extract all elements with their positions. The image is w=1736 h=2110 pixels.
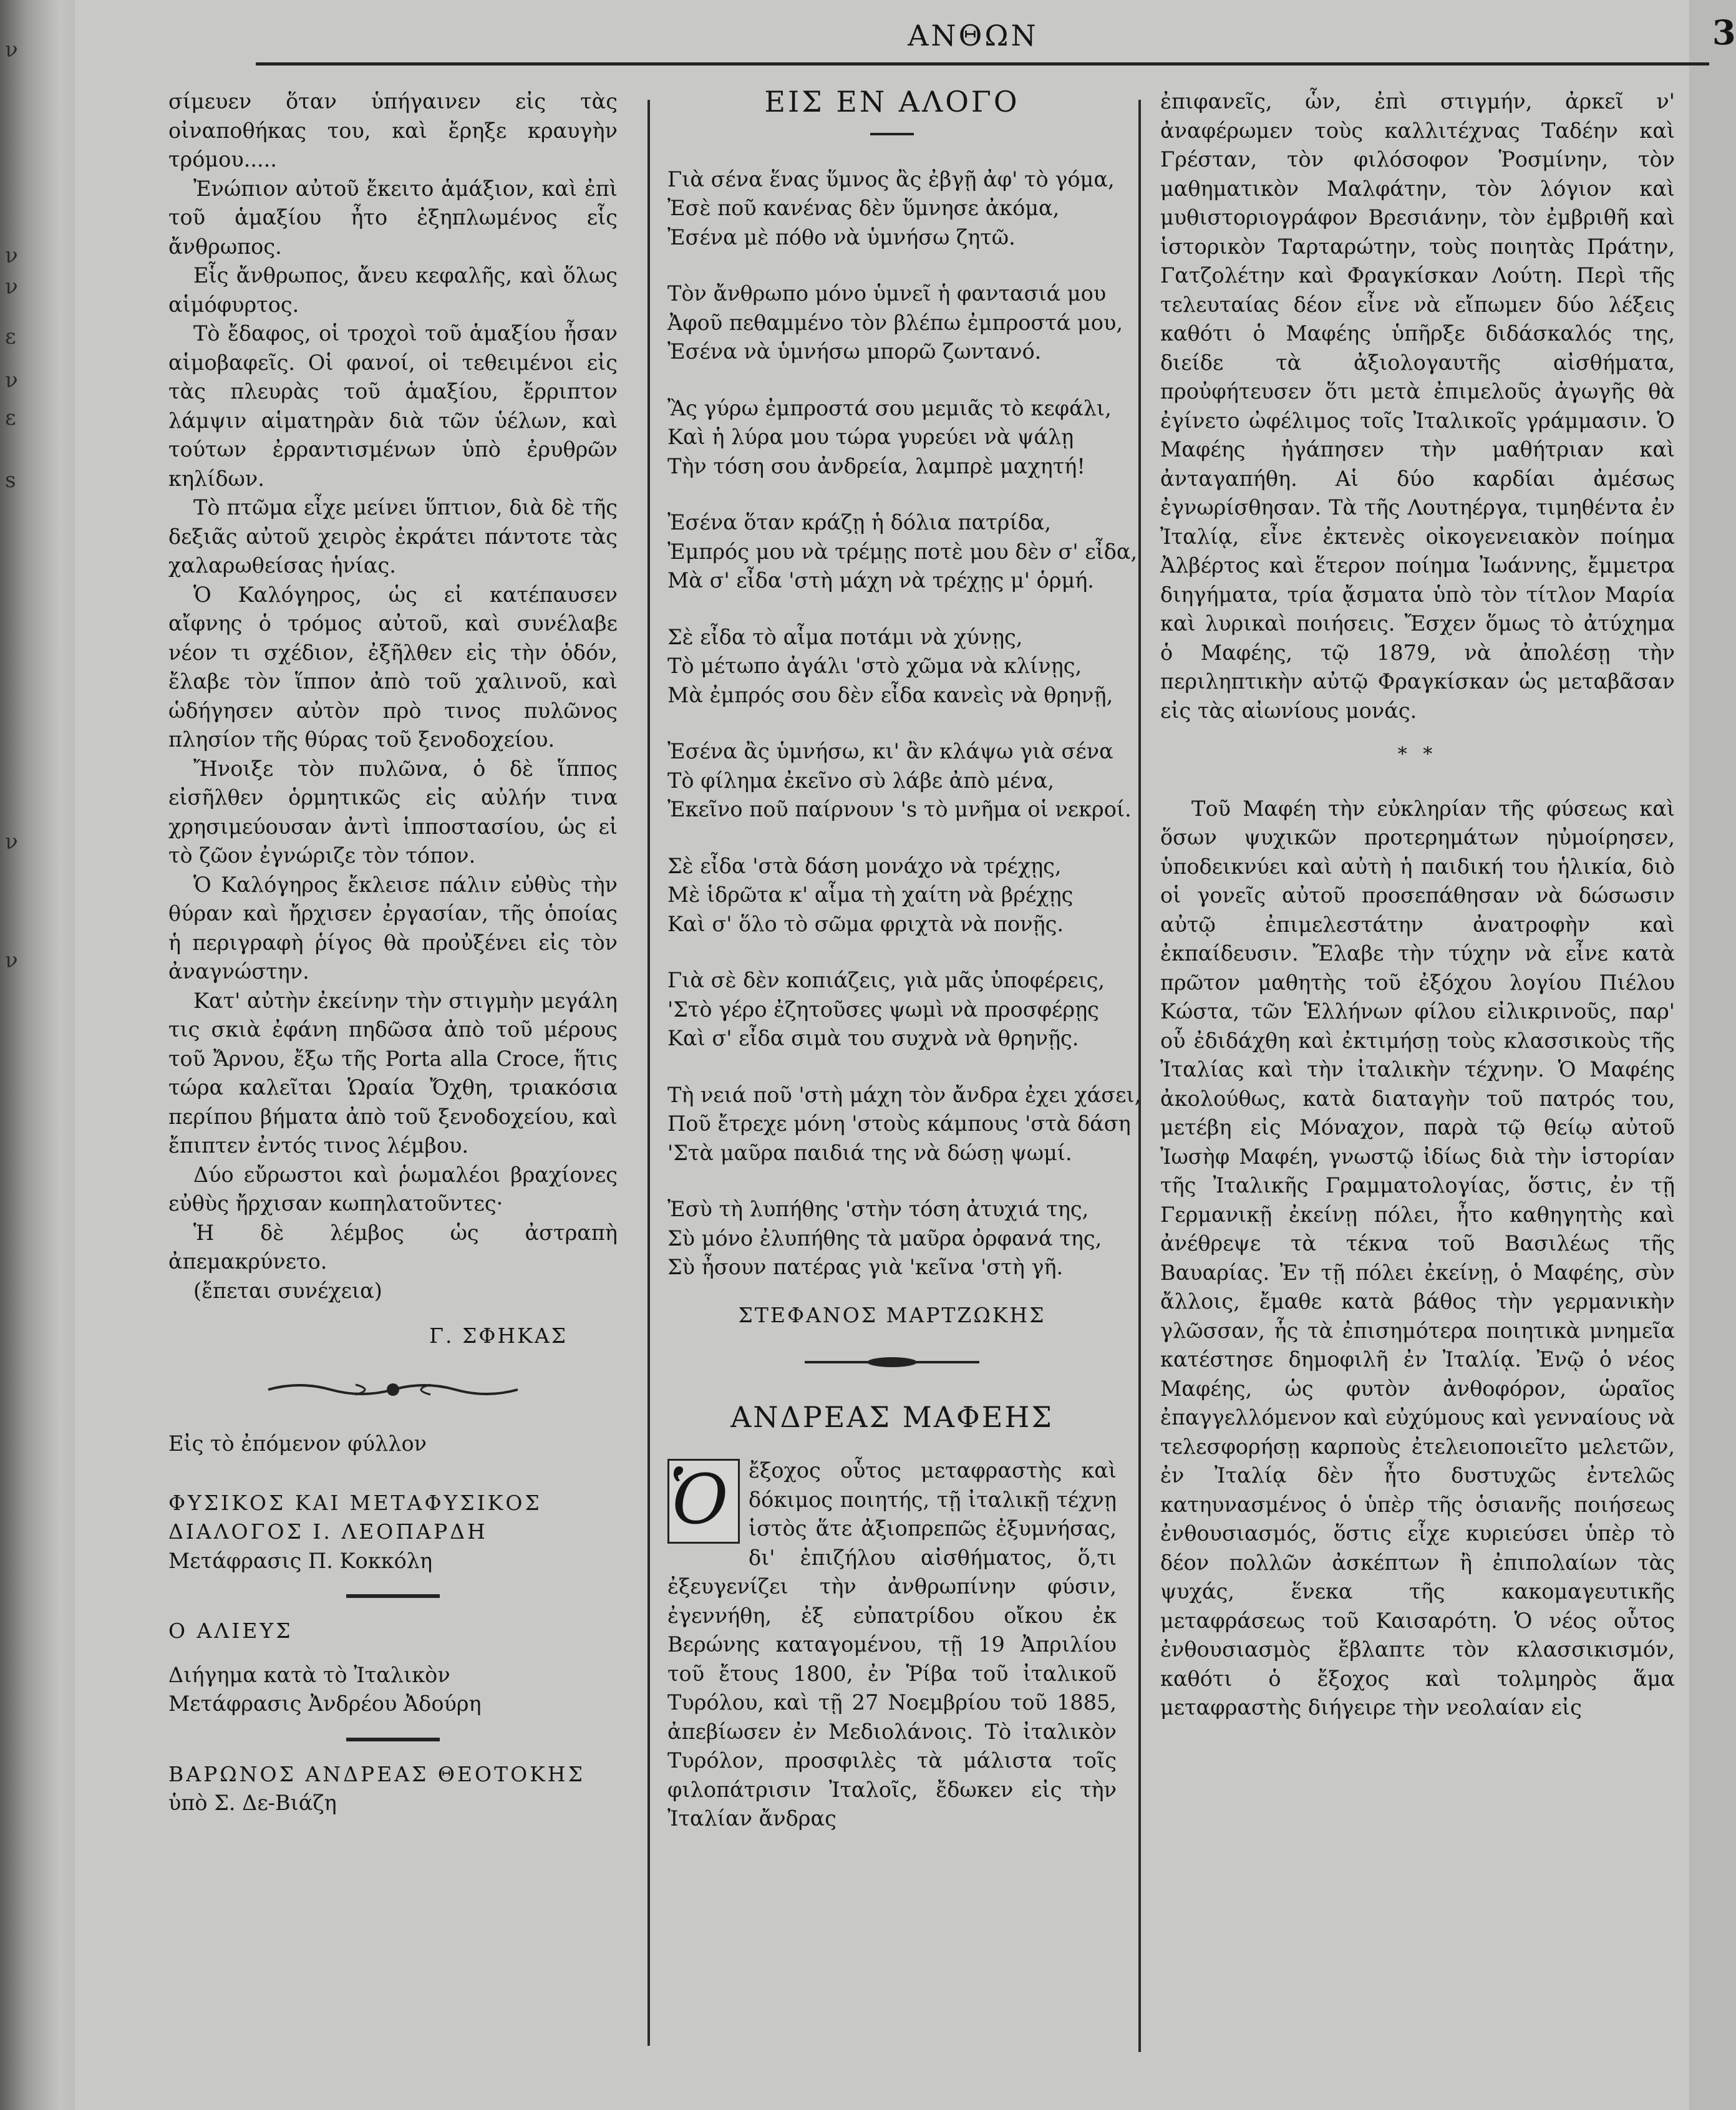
item-subtitle: Μετάφρασις Ἀνδρέου Ἀδούρη: [168, 1691, 482, 1716]
poem-line: Ἐκεῖνο ποῦ παίρνουν 's τὸ μνῆμα οἱ νεκροί.: [667, 797, 1132, 821]
page-number: 3: [1712, 12, 1736, 52]
poem-line: Ἂς γύρω ἐμπροστά σου μεμιᾶς τὸ κεφάλι,: [667, 395, 1112, 420]
poem-line: Μὰ ἐμπρός σου δὲν εἶδα κανεὶς νὰ θρηνῇ,: [667, 682, 1113, 707]
poem-line: Σὲ εἶδα τὸ αἷμα ποτάμι νὰ χύνῃς,: [667, 624, 1023, 649]
spine-letter: ν: [5, 243, 18, 268]
poem-line: Ἐσένα ὅταν κράζῃ ἡ δόλια πατρίδα,: [667, 510, 1052, 535]
paragraph: Ἐνώπιον αὐτοῦ ἔκειτο ἁμάξιον, καὶ ἐπὶ τοῦ ἁμαξίου ἦτο ἐξηπλωμένος εἷς ἄνθρωπος.: [168, 176, 618, 259]
spine-letter: ν: [5, 274, 18, 299]
poem-line: Τὸ μέτωπο ἀγάλι 'στὸ χῶμα νὰ κλίνῃς,: [667, 654, 1082, 678]
poem-signature: ΣΤΕΦΑΝΟΣ ΜΑΡΤΖΩΚΗΣ: [738, 1302, 1046, 1327]
binding-spine: [0, 0, 75, 2110]
paragraph: Ὁ Καλόγηρος, ὡς εἰ κατέπαυσεν αἴφνης ὁ τρόμος αὐτοῦ, καὶ συνέλαβε νέον τι σχέδιον, ἐξῆλθεν εἰς τὴν ὁδόν, ἔλαβε τὸν ἵππον ἀπὸ τοῦ χαλινοῦ, καὶ ὡδήγησεν αὐτὸν πρὸ τινος πυλῶνος πλησίον τῆς θύρας τοῦ ξενοδοχείου.: [168, 582, 618, 752]
paragraph: ἐπιφανεῖς, ὧν, ἐπὶ στιγμήν, ἀρκεῖ ν' ἀναφέρωμεν τοὺς καλλιτέχνας Ταδέην καὶ Γρέσταν, τὸν φιλόσοφον Ῥοσμίνην, τὸν μαθηματικὸν Μαλφάτην, τὸν λόγιον καὶ μυθιστοριογράφον Βρεσιάνην, τὸν ἐμβριθῆ καὶ ἱστορικὸν Ταρταρώτην, τοὺς ποιητὰς Πράτην, Γατζολέτην καὶ Φραγκίσκαν Λούτη. Περὶ τῆς τελευταίας δέον εἶνε νὰ εἴπωμεν δύο λέξεις καθότι ὁ Μαφέης ὑπῆρξε διδάσκαλός της, διείδε τὰ ἀξιολογαυτῆς αἰσθήματα, προὐφήτευσεν ὅτι μετὰ ἐπιμελοῦς ἀγωγῆς θὰ ἐγίνετο ὠφέλιμος τοῖς Ἰταλικοῖς γράμμασιν. Ὁ Μαφέης ἠγάπησεν τὴν μαθήτριαν καὶ ἀνταγαπήθη. Αἱ δύο καρδίαι ἀμέσως ἐγνωρίσθησαν. Τὰ τῆς Λουτηέργα, τιμηθέντα ἐν Ἰταλίᾳ, εἶνε ἐκτενὲς οἰκογενειακὸν ποίημα Ἀλβέρτος καὶ ἕτερον ποίημα Ἰωάννης, ἔμμετρα διηγήματα, τρία ᾄσματα ὑπὸ τὸν τίτλον Μαρία καὶ λυρικαὶ ποιήσεις. Ἔσχεν ὅμως τὸ ἀτύχημα ὁ Μαφέης, τῷ 1879, νὰ ἀπολέσῃ τὴν περιληπτικὴν αὐτῷ Φραγκίσκαν ὡς μεταβᾶσαν εἰς τὰς αἰωνίους μονάς.: [1160, 89, 1675, 723]
column-divider: [647, 100, 650, 2046]
column-2: [667, 85, 1142, 1834]
spine-letter: ν: [5, 368, 18, 393]
paragraph: Τὸ ἔδαφος, οἱ τροχοὶ τοῦ ἁμαξίου ἦσαν αἱμοβαφεῖς. Οἱ φανοί, οἱ τεθειμένοι εἰς τὰς πλευρὰς τοῦ ἁμαξίου, ἔρριπτον λάμψιν αἱματηρὰν διὰ τῶν ὑέλων, καὶ τούτων ἐρραντισμένων ὑπὸ ἐρυθρῶν κηλίδων.: [168, 321, 618, 491]
item-title: ΦΥΣΙΚΟΣ ΚΑΙ ΜΕΤΑΦΥΣΙΚΟΣ: [168, 1490, 542, 1515]
item-title: ΒΑΡΩΝΟΣ ΑΝΔΡΕΑΣ ΘΕΟΤΟΚΗΣ: [168, 1761, 585, 1786]
poem-line: Ἐσὲ ποῦ κανένας δὲν ὕμνησε ἀκόμα,: [667, 196, 1060, 220]
poem-stanza: [667, 165, 1117, 253]
poem-line: Τὸν ἄνθρωπο μόνο ὑμνεῖ ἡ φαντασιά μου: [667, 281, 1107, 306]
header-rule: [256, 62, 1709, 65]
short-rule: [346, 1738, 440, 1741]
paragraph: σίμευεν ὅταν ὑπήγαινεν εἰς τὰς οἰναποθήκας του, καὶ ἔρηξε κραυγὴν τρόμου.....: [168, 89, 618, 172]
poem-line: Σὺ μόνο ἐλυπήθης τὰ μαῦρα ὀρφανά της,: [667, 1226, 1102, 1251]
item-subtitle: Μετάφρασις Π. Κοκκόλη: [168, 1548, 433, 1573]
continued-note: (ἔπεται συνέχεια): [193, 1278, 382, 1303]
paragraph: Εἷς ἄνθρωπος, ἄνευ κεφαλῆς, καὶ ὅλως αἱμόφυρτος.: [168, 263, 618, 317]
paragraph: Κατ' αὐτὴν ἐκείνην τὴν στιγμὴν μεγάλη τις σκιὰ ἐφάνη πηδῶσα ἀπὸ τοῦ μέρους τοῦ Ἄρνου, ἔξω τῆς Porta alla Croce, ἥτις τώρα καλεῖται Ὡραία Ὄχθη, τριακόσια περίπου βήματα ἀπὸ τοῦ ξενοδοχείου, καὶ ἔπιπτεν ἐντός τινος λέμβου.: [168, 988, 618, 1158]
item-subtitle: Διήγημα κατὰ τὸ Ἰταλικὸν: [168, 1662, 450, 1687]
paragraph: Τοῦ Μαφέη τὴν εὐκληρίαν τῆς φύσεως καὶ ὅσων ψυχικῶν προτερημάτων ηὐμοίρησεν, ὑποδεικνύει καὶ αὐτὴ ἡ παιδική του ἡλικία, διὸ οἱ γονεῖς αὐτοῦ προσεπάθησαν νὰ δώσωσιν αὐτῷ ἐπιμελεστάτην ἀνατροφὴν καὶ ἐκπαίδευσιν. Ἔλαβε τὴν τύχην νὰ εἶνε κατὰ πρῶτον μαθητὴς τοῦ ἐξόχου λογίου Πιέλου Κώστα, τῶν Ἑλλήνων φίλου εἰλικρινοῦς, παρ' οὗ ἐδιδάχθη καὶ ἐκτιμήσῃ τοὺς κλασσικοὺς τῆς Ἰταλίας καὶ τὴν ἰταλικὴν τέχνην. Ὁ Μαφέης ἀκολούθως, κατὰ διαταγὴν τοῦ πατρός του, μετέβη εἰς Μόναχον, παρὰ τῷ θείῳ αὐτοῦ Ἰωσὴφ Μαφέη, γνωστῷ ἰδίως διὰ τὴν ἱστορίαν τῆς Ἰταλικῆς Γραμματολογίας, ὅστις, ἐν τῇ Γερμανικῇ ἐκείνῃ πόλει, ἦτο καθηγητὴς καὶ ἀνέθρεψε τὰ τέκνα τοῦ Βασιλέως τῆς Βαυαρίας. Ἐν τῇ πόλει ἐκείνῃ, ὁ Μαφέης, σὺν ἄλλοις, ἔμαθε κατὰ βάθος τὴν γερμανικὴν γλῶσσαν, ἧς τὰ ἐπισημότερα ποιητικὰ μνημεῖα κατέστησε δημοφιλῆ ἐν Ἰταλίᾳ. Ἐνῷ ὁ νέος Μαφέης, ὡς φυτὸν ἀνθοφόρον, ὡραῖος ἐπαγγελλόμενον καὶ εὐχύμους καὶ γενναίους νὰ τελεσφορήσῃ καρποὺς ἐτελειοποιεῖτο μελετῶν, ἐν Ἰταλίᾳ δὲν ἦτο δυστυχῶς ἐντελῶς κατηυνασμένος ὁ ὑπὲρ τῆς ὁσιανῆς ποιήσεως ἐνθουσιασμός, ὅστις εἶχε κυριεύσει ὑπὲρ τὸ δέον πολλῶν ἀσκέπτων ἢ ἐπιπολαίων τὰς ψυχάς, ἕνεκα τῆς κακομαγευτικῆς μεταφράσεως τοῦ Καισαρότη. Ὁ νέος οὗτος ἐνθουσιασμὸς ἔβλαπτε τὸν κλασσικισμόν, καθότι ὁ ἔξοχος καὶ τολμηρὸς ἅμα μεταφραστὴς διήγειρε τὴν νεολαίαν εἰς: [1160, 796, 1675, 1720]
item-subtitle: ὑπὸ Σ. Δε-Βιάζη: [168, 1791, 337, 1815]
poem-line: Τὴν τόση σου ἀνδρεία, λαμπρὲ μαχητή!: [667, 453, 1085, 478]
short-rule: [346, 1594, 440, 1598]
poem-line: Ἐσένα μὲ πόθο νὰ ὑμνήσω ζητῶ.: [667, 225, 1016, 249]
item-title: Ο ΑΛΙΕΥΣ: [168, 1619, 293, 1643]
item-title: ΔΙΑΛΟΓΟΣ Ι. ΛΕΟΠΑΡΔΗ: [168, 1519, 488, 1544]
column-divider: [1138, 100, 1141, 2052]
biography-title: ΑΝΔΡΕΑΣ ΜΑΦΕΗΣ: [730, 1400, 1054, 1434]
poem-stanza: [667, 1081, 1142, 1168]
poem-stanza: [667, 852, 1117, 939]
poem-line: Γιὰ σὲ δὲν κοπιάζεις, γιὰ μᾶς ὑποφέρεις,: [667, 968, 1105, 992]
poem-line: Ἀφοῦ πεθαμμένο τὸν βλέπω ἐμπροστά μου,: [667, 310, 1123, 335]
title-dash: [870, 133, 914, 135]
poem-stanza: [667, 1195, 1117, 1282]
poem-line: Μὲ ἱδρῶτα κ' αἷμα τὴ χαίτη νὰ βρέχῃς: [667, 883, 1074, 907]
separator-stars: * *: [1397, 743, 1438, 765]
poem-line: Ἐμπρός μου νὰ τρέμῃς ποτὲ μου δὲν σ' εἶδα,: [667, 539, 1138, 564]
poem-line: 'Στὸ γέρο ἐζητοῦσες ψωμὶ νὰ προσφέρῃς: [667, 997, 1099, 1022]
paragraph: Ὁ Καλόγηρος ἔκλεισε πάλιν εὐθὺς τὴν θύραν καὶ ἤρχισεν ἐργασίαν, τῆς ὁποίας ἡ περιγραφὴ ῥίγος θὰ προὐξένει εἰς τὸν ἀναγνώστην.: [168, 872, 618, 984]
poem-stanza: [667, 394, 1117, 482]
biography-text: ἔξοχος οὗτος μεταφραστὴς καὶ δόκιμος ποιητής, τῇ ἰταλικῇ τέχνῃ ἱστὸς ἅτε ἀξιοπρεπῶς ἐξυμνήσας, δι' ἐπιζήλου αἰσθήματος, ὅ,τι ἐξευγενίζει τὴν ἀνθρωπίνην φύσιν, ἐγεννήθη, ἐξ εὐπατρίδου οἴκου ἐκ Βερώνης καταγομένου, τῇ 19 Ἀπριλίου τοῦ ἔτους 1800, ἐν Ῥίβα τοῦ ἰταλικοῦ Τυρόλου, καὶ τῇ 27 Νοεμβρίου τοῦ 1885, ἀπεβίωσεν ἐν Μεδιολάνοις. Τὸ ἰταλικὸν Τυρόλον, προσφιλὲς τὰ μάλιστα τοῖς φιλοπάτρισιν Ἰταλοῖς, ἔδωκεν εἰς τὴν Ἰταλίαν ἄνδρας: [667, 1458, 1117, 1831]
poem-stanza: [667, 737, 1132, 825]
paragraph: Τὸ πτῶμα εἶχε μείνει ὕπτιον, διὰ δὲ τῆς δεξιᾶς αὐτοῦ χειρὸς ἐκράτει πάντοτε τὰς χαλαρωθείσας ἡνίας.: [168, 495, 618, 578]
poem-stanza: [667, 279, 1123, 367]
paragraph: Ἡ δὲ λέμβος ὡς ἀστραπὴ ἀπεμακρύνετο.: [168, 1220, 618, 1274]
spine-letter: ν: [5, 830, 18, 854]
spine-letter: ε: [5, 324, 16, 349]
spine-letter: ν: [5, 37, 18, 62]
next-issue-label: Εἰς τὸ ἐπόμενον φύλλον: [168, 1431, 427, 1456]
poem-line: Ἐσένα νὰ ὑμνήσω μπορῶ ζωντανό.: [667, 339, 1042, 364]
poem-line: Ἐσένα ἂς ὑμνήσω, κι' ἂν κλάψω γιὰ σένα: [667, 739, 1113, 763]
author-signature: Γ. ΣΦΗΚΑΣ: [429, 1324, 568, 1348]
paragraph: Ἤνοιξε τὸν πυλῶνα, ὁ δὲ ἵππος εἰσῆλθεν ὁρμητικῶς εἰς αὐλήν τινα χρησιμεύουσαν ἀντὶ ἱπποστασίου, ὡς εἰ τὸ ζῶον ἐγνώριζε τὸν τόπον.: [168, 756, 618, 868]
ornament-divider: [168, 1378, 618, 1409]
paragraph: Δύο εὔρωστοι καὶ ῥωμαλέοι βραχίονες εὐθὺς ἤρχισαν κωπηλατοῦντες·: [168, 1162, 618, 1216]
spine-letter: ν: [5, 948, 18, 973]
spine-letter: s: [5, 468, 16, 493]
poem-title: ΕΙΣ ΕΝ ΑΛΟΓΟ: [764, 85, 1020, 119]
poem-line: Καὶ σ' εἶδα σιμὰ του συχνὰ νὰ θρηνῇς.: [667, 1026, 1079, 1050]
ornament-divider: [667, 1348, 1117, 1378]
header-title: ΑΝΘΩΝ: [908, 19, 1039, 52]
poem-line: Σὺ ἦσουν πατέρας γιὰ 'κεῖνα 'στὴ γῆ.: [667, 1255, 1064, 1279]
drop-cap: Ὁ: [667, 1459, 740, 1544]
poem-stanza: [667, 508, 1138, 596]
poem-line: Σὲ εἶδα 'στὰ δάση μονάχο νὰ τρέχῃς,: [667, 853, 1062, 878]
poem-line: 'Στὰ μαῦρα παιδιά της νὰ δώσῃ ψωμί.: [667, 1140, 1072, 1165]
poem-line: Ἐσὺ τὴ λυπήθης 'στὴν τόση ἀτυχιά της,: [667, 1197, 1089, 1221]
poem-line: Τὴ νειά ποῦ 'στὴ μάχη τὸν ἄνδρα ἐχει χάσει,: [667, 1082, 1142, 1107]
poem-stanza: [667, 966, 1117, 1053]
column-1: [168, 87, 618, 1818]
poem-stanza: [667, 623, 1117, 710]
poem-line: Καὶ ἡ λύρα μου τώρα γυρεύει νὰ ψάλῃ: [667, 425, 1074, 449]
newspaper-page: [75, 0, 1736, 2110]
poem-line: Μὰ σ' εἶδα 'στὴ μάχη νὰ τρέχῃς μ' ὁρμή.: [667, 568, 1094, 593]
paragraph: [667, 1456, 1117, 1834]
poem-line: Γιὰ σένα ἕνας ὕμνος ἂς ἐβγῇ ἀφ' τὸ γόμα,: [667, 167, 1115, 191]
column-3: [1160, 87, 1675, 1723]
poem-line: Ποῦ ἔτρεχε μόνη 'στοὺς κάμπους 'στὰ δάση: [667, 1111, 1131, 1136]
poem-line: Καὶ σ' ὅλο τὸ σῶμα φριχτὰ νὰ πονῇς.: [667, 911, 1064, 936]
spine-letter: ε: [5, 405, 16, 430]
poem-line: Τὸ φίλημα ἐκεῖνο σὺ λάβε ἀπὸ μένα,: [667, 768, 1055, 793]
